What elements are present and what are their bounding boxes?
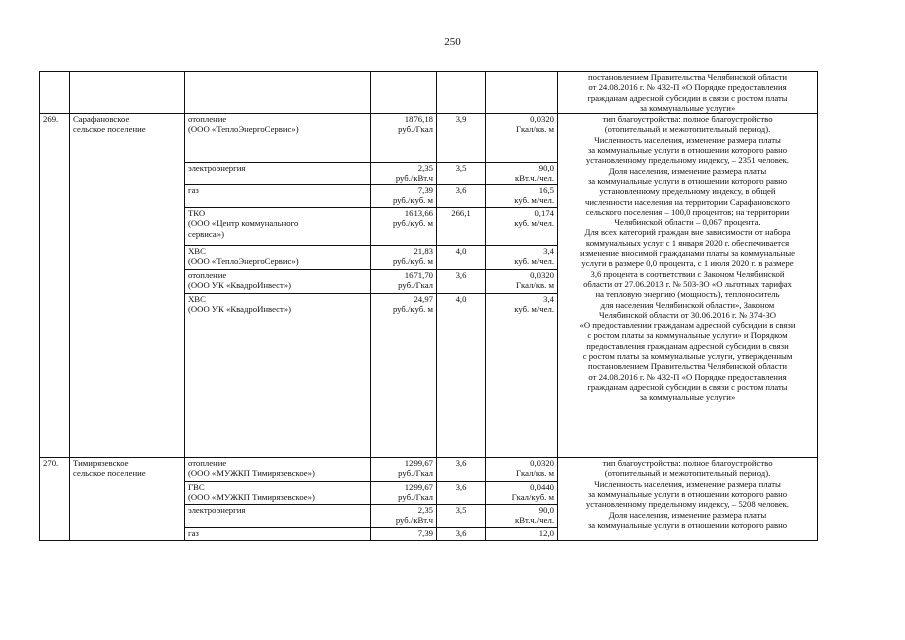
tariff-cell: 24,97 руб./куб. м — [371, 294, 437, 458]
empty-cell — [40, 72, 70, 114]
page-number: 250 — [444, 36, 461, 48]
row-number: 269. — [40, 114, 70, 458]
index-cell: 3,6 — [437, 482, 486, 505]
tariff-cell: 1613,66 руб./куб. м — [371, 208, 437, 246]
service-cell: газ — [185, 528, 371, 541]
table-row — [40, 72, 818, 114]
service-cell: отопление (ООО «ТеплоЭнергоСервис») — [185, 114, 371, 163]
notes-cell: тип благоустройства: полное благоустройство (отопительный и межотопительный период). Численность населения, изменение размера платы за коммунальные услуги в отношении которого равно установленному предельному индексу, – 2351 человек. Доля населения, изменение размера платы за коммунальные услуги в отношении которого равно установленному предельному индексу, в общей численности населения на территории Сарафановского сельского поселения – 100,0 процентов; на территории Челябинской области – 0,067 процента. Для всех категорий граждан вне зависимости от набора коммунальных услуг с 1 января 2020 г. обеспечивается изменение вносимой гражданами платы за коммунальные услуги в размере 0,0 процента, с 1 июля 2020 г. в размере 3,6 процента в соответствии с Законом Челябинской области от 27.06.2013 г. № 503-ЗО «О льготных тарифах на тепловую энергию (мощность), теплоноситель для населения Челябинской области», Законом Челябинской области от 30.06.2016 г. № 374-ЗО «О предоставлении гражданам адресной субсидии в связи с ростом платы за коммунальные услуги» и Порядком предоставления гражданам адресной субсидии в связи с ростом платы за коммунальные услуги, утвержденным постановлением Правительства Челябинской области от 24.08.2016 г. № 432-П «О Порядке предоставления гражданам адресной субсидии в связи с ростом платы за коммунальные услуги» — [558, 114, 818, 458]
tariff-cell: 21,83 руб./куб. м — [371, 246, 437, 270]
norm-cell: 0,0320 Гкал/кв. м — [486, 114, 558, 163]
index-cell: 3,6 — [437, 185, 486, 208]
table-row — [40, 114, 818, 163]
settlement-name: Тимирязевское сельское поселение — [70, 458, 185, 541]
index-cell: 3,5 — [437, 505, 486, 528]
service-cell: электроэнергия — [185, 505, 371, 528]
empty-cell — [486, 72, 558, 114]
notes-cell: постановлением Правительства Челябинской области от 24.08.2016 г. № 432-П «О Порядке предоставления гражданам адресной субсидии в связи с ростом платы за коммунальные услуги» — [558, 72, 818, 114]
service-cell: ХВС (ООО «ТеплоЭнергоСервис») — [185, 246, 371, 270]
norm-cell: 0,0320 Гкал/кв. м — [486, 270, 558, 294]
empty-cell — [185, 72, 371, 114]
norm-cell: 0,0440 Гкал/куб. м — [486, 482, 558, 505]
norm-cell: 12,0 — [486, 528, 558, 541]
tariff-cell: 7,39 руб./куб. м — [371, 185, 437, 208]
notes-cell: тип благоустройства: полное благоустройство (отопительный и межотопительный период). Численность населения, изменение размера платы за коммунальные услуги в отношении которого равно установленному предельному индексу, – 5208 человек. Доля населения, изменение размера платы за коммунальные услуги в отношении которого равно — [558, 458, 818, 541]
index-cell: 4,0 — [437, 294, 486, 458]
empty-cell — [437, 72, 486, 114]
tariff-cell: 2,35 руб./кВт.ч — [371, 163, 437, 185]
norm-cell: 0,0320 Гкал/кв. м — [486, 458, 558, 482]
table-row — [40, 458, 818, 482]
norm-cell: 90,0 кВт.ч./чел. — [486, 163, 558, 185]
service-cell: отопление (ООО «МУЖКП Тимирязевское») — [185, 458, 371, 482]
tariff-cell: 1299,67 руб./Гкал — [371, 482, 437, 505]
index-cell: 3,5 — [437, 163, 486, 185]
tariff-cell: 1299,67 руб./Гкал — [371, 458, 437, 482]
index-cell: 3,9 — [437, 114, 486, 163]
service-cell: отопление (ООО УК «КвадроИнвест») — [185, 270, 371, 294]
norm-cell: 3,4 куб. м/чел. — [486, 294, 558, 458]
norm-cell: 16,5 куб. м/чел. — [486, 185, 558, 208]
index-cell: 3,6 — [437, 270, 486, 294]
index-cell: 3,6 — [437, 458, 486, 482]
service-cell: ТКО (ООО «Центр коммунального сервиса») — [185, 208, 371, 246]
empty-cell — [70, 72, 185, 114]
service-cell: ГВС (ООО «МУЖКП Тимирязевское») — [185, 482, 371, 505]
norm-cell: 0,174 куб. м/чел. — [486, 208, 558, 246]
index-cell: 266,1 — [437, 208, 486, 246]
index-cell: 4,0 — [437, 246, 486, 270]
settlement-name: Сарафановское сельское поселение — [70, 114, 185, 458]
index-cell: 3,6 — [437, 528, 486, 541]
tariff-cell: 7,39 — [371, 528, 437, 541]
service-cell: электроэнергия — [185, 163, 371, 185]
norm-cell: 3,4 куб. м/чел. — [486, 246, 558, 270]
tariff-cell: 1876,18 руб./Гкал — [371, 114, 437, 163]
norm-cell: 90,0 кВт.ч./чел. — [486, 505, 558, 528]
service-cell: газ — [185, 185, 371, 208]
row-number: 270. — [40, 458, 70, 541]
service-cell: ХВС (ООО УК «КвадроИнвест») — [185, 294, 371, 458]
tariff-cell: 2,35 руб./кВт.ч — [371, 505, 437, 528]
empty-cell — [371, 72, 437, 114]
tariff-table — [39, 71, 818, 541]
tariff-cell: 1671,70 руб./Гкал — [371, 270, 437, 294]
